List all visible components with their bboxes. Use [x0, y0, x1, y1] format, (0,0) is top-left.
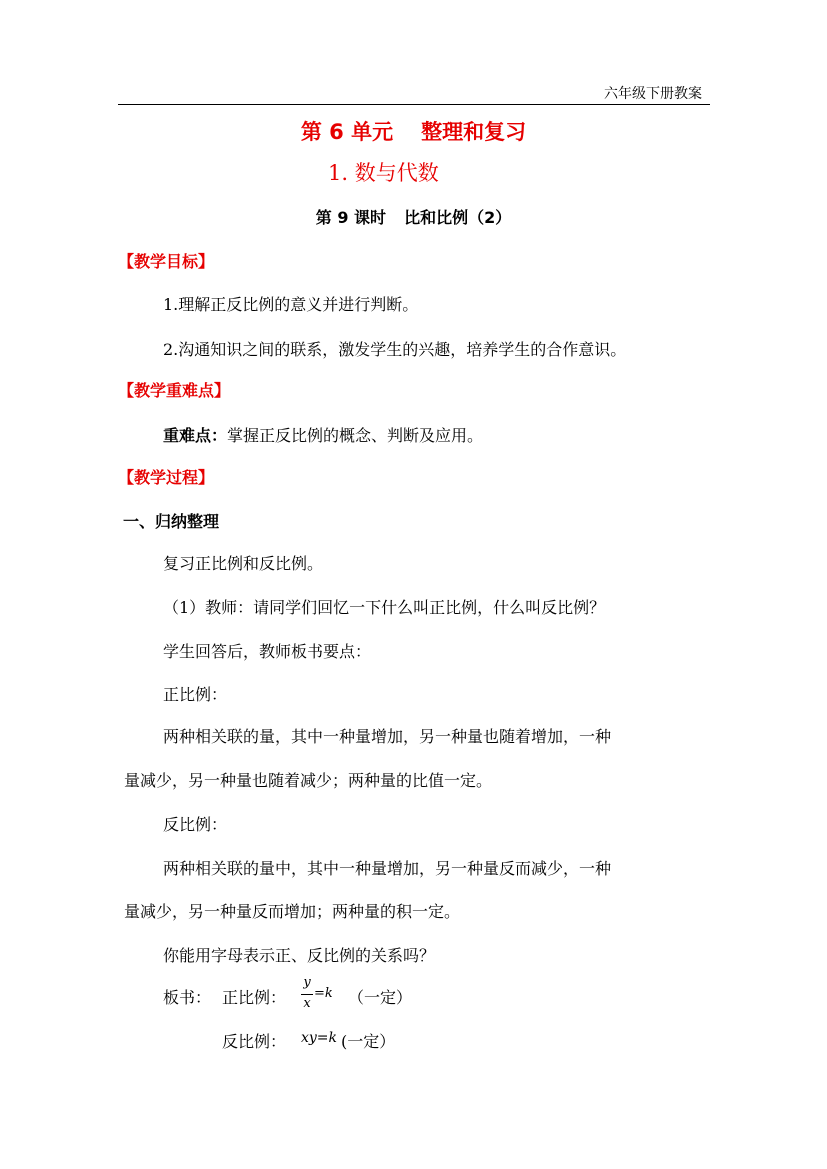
inverse-def-line-2: 量减少，另一种量反而增加；两种量的积一定。 — [124, 902, 461, 921]
inverse-formula-note: (一定） — [341, 1032, 396, 1051]
objectives-heading: 【教学目标】 — [118, 252, 215, 271]
inverse-def-line-1: 两种相关联的量中，其中一种量增加，另一种量反而减少，一种 — [163, 859, 612, 878]
fraction-denominator: x — [303, 996, 311, 1011]
unit-number: 第 6 单元 — [300, 120, 394, 144]
fraction-numerator: y — [303, 975, 311, 990]
key-points-label: 重难点： — [163, 426, 228, 445]
objective-item-1: 1.理解正反比例的意义并进行判断。 — [163, 295, 419, 314]
key-points-line — [163, 423, 483, 446]
inverse-label: 反比例： — [163, 815, 228, 834]
direct-formula-rhs: =k — [314, 986, 333, 1001]
board-label: 板书： — [163, 988, 212, 1007]
after-line: 学生回答后，教师板书要点： — [163, 642, 372, 661]
direct-label: 正比例： — [163, 685, 228, 704]
section-heading: 一、归纳整理 — [123, 512, 220, 531]
objective-item-2: 2.沟通知识之间的联系，激发学生的兴趣，培养学生的合作意识。 — [163, 340, 627, 359]
direct-def-line-2: 量减少，另一种量也随着减少；两种量的比值一定。 — [124, 771, 493, 790]
header-rule — [118, 104, 710, 105]
lesson-title — [0, 205, 827, 228]
inverse-formula-label: 反比例： — [222, 1032, 287, 1051]
direct-def-line-1: 两种相关联的量，其中一种量增加，另一种量也随着增加，一种 — [163, 727, 612, 746]
section-subtitle: 1. 数与代数 — [328, 161, 439, 185]
direct-formula-label: 正比例： — [222, 988, 287, 1007]
fraction-bar — [301, 994, 313, 995]
lesson-name: 比和比例（2） — [404, 208, 512, 227]
key-points-text: 掌握正反比例的概念、判断及应用。 — [227, 426, 484, 445]
key-points-heading: 【教学重难点】 — [118, 381, 231, 400]
direct-formula-note: （一定） — [348, 988, 413, 1007]
review-line: 复习正比例和反比例。 — [163, 554, 324, 573]
question-line: （1）教师：请同学们回忆一下什么叫正比例，什么叫反比例？ — [163, 598, 606, 617]
inverse-formula: xy=k — [301, 1030, 338, 1046]
page-header: 六年级下册教案 — [604, 86, 702, 102]
unit-title — [0, 116, 827, 146]
process-heading: 【教学过程】 — [118, 468, 215, 487]
unit-name: 整理和复习 — [421, 120, 527, 144]
lesson-number: 第 9 课时 — [315, 208, 387, 227]
letter-question: 你能用字母表示正、反比例的关系吗？ — [163, 946, 436, 965]
